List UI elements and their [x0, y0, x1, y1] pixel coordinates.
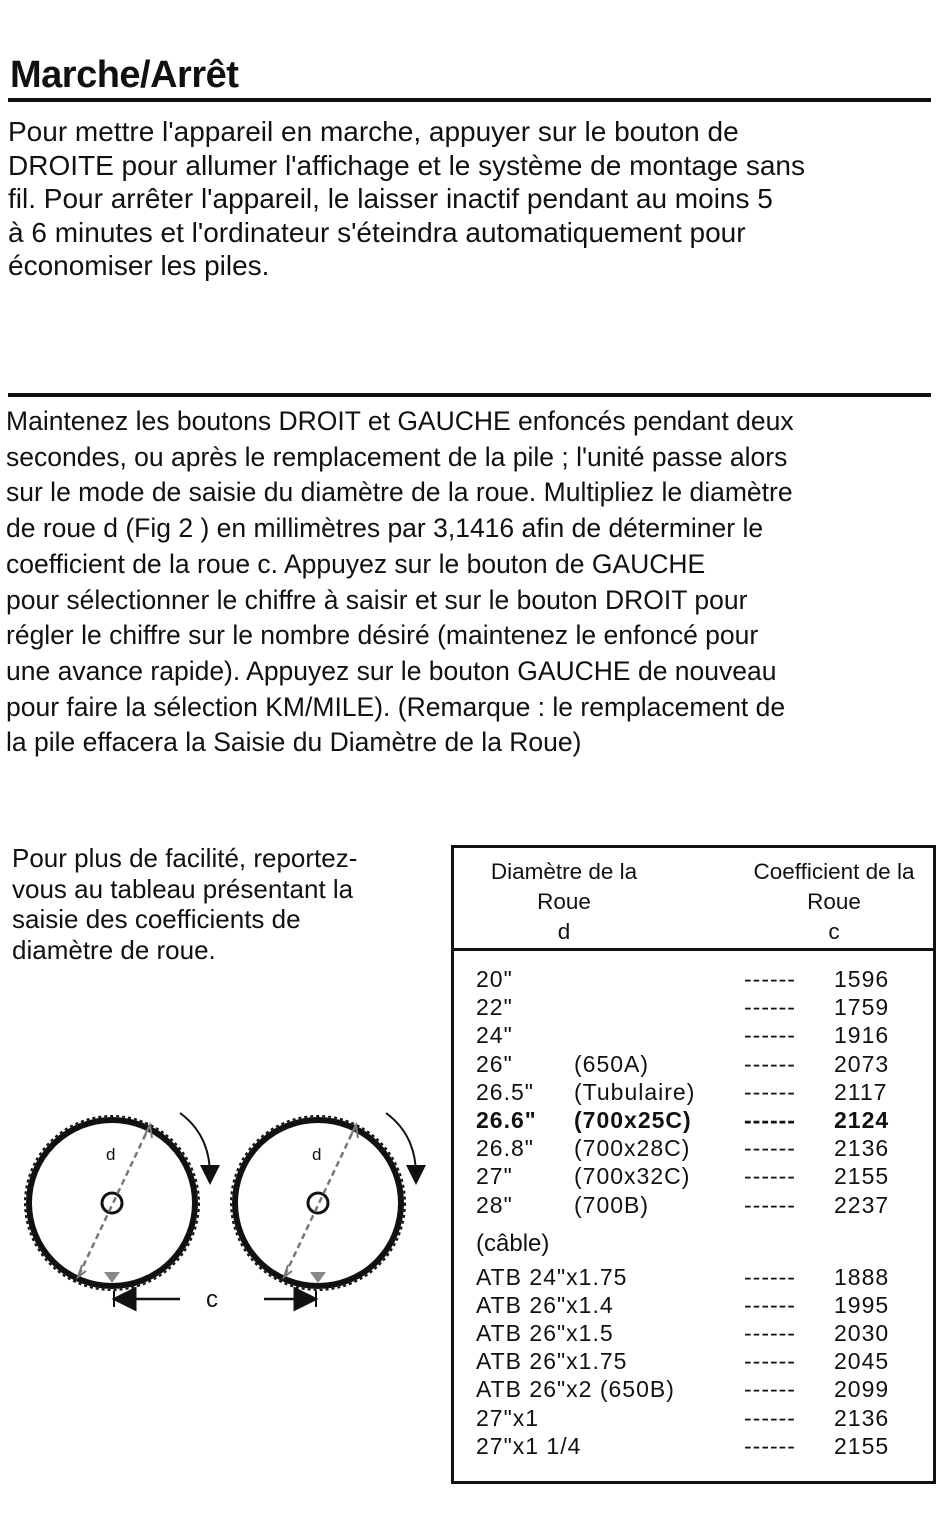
cell-dashes: ------ [744, 1348, 796, 1375]
table-section-label [454, 1220, 933, 1264]
cell-diameter: 26.8" [476, 1135, 534, 1162]
table-row [454, 1376, 933, 1404]
header-diameter-line: d [557, 919, 571, 944]
cell-tire: (700x25C) [574, 1106, 692, 1133]
table-row [454, 1320, 933, 1348]
title-rule [8, 98, 931, 102]
help-line: vous au tableau présentant la [12, 873, 354, 904]
cell-diameter: 27" [476, 1163, 513, 1190]
cell-dashes: ------ [744, 1106, 796, 1133]
intro-paragraph [8, 115, 933, 283]
instructions-line: pour faire la sélection KM/MILE). (Remarque : le remplacement de [6, 691, 786, 722]
table-row [454, 1433, 933, 1461]
intro-line: DROITE pour allumer l'affichage et le système de montage sans [8, 149, 805, 181]
cell-tire: (650A) [574, 1050, 650, 1077]
instructions-line: secondes, ou après le remplacement de la pile ; l'unité passe alors [6, 441, 788, 472]
label-c: c [206, 1286, 218, 1313]
cell-diameter: ATB 24"x1.75 [476, 1263, 628, 1290]
cell-coefficient: 1596 [834, 966, 890, 992]
cell-tire: (700x32C) [574, 1163, 691, 1190]
header-coefficient-line: Coefficient de la [753, 859, 915, 884]
cell-coefficient: 2124 [834, 1106, 890, 1133]
cell-diameter: 27"x1 [476, 1404, 540, 1431]
cell-coefficient: 2237 [834, 1191, 890, 1218]
table-body [454, 966, 933, 1461]
table-row [454, 994, 933, 1022]
table-row [454, 1348, 933, 1376]
cell-dashes: ------ [744, 1291, 796, 1318]
instructions-line: la pile effacera la Saisie du Diamètre de la Roue) [6, 727, 582, 758]
instructions-line: Maintenez les boutons DROIT et GAUCHE enfoncés pendant deux [6, 406, 794, 436]
table-row [454, 1022, 933, 1050]
header-diameter-line: Roue [537, 889, 591, 914]
table-row [454, 1079, 933, 1107]
help-line: diamètre de roue. [12, 934, 216, 965]
cell-dashes: ------ [744, 1163, 796, 1190]
help-text [12, 843, 432, 965]
cell-dashes: ------ [744, 1320, 796, 1347]
section-rule [8, 393, 931, 397]
instructions-line: pour sélectionner le chiffre à saisir et sur le bouton DROIT pour [6, 584, 748, 615]
cell-diameter: 22" [476, 994, 513, 1021]
cell-dashes: ------ [744, 994, 796, 1021]
cell-coefficient: 2099 [834, 1376, 890, 1403]
cell-diameter: 24" [476, 1022, 513, 1049]
cell-diameter: 20" [476, 966, 513, 992]
cell-coefficient: 1916 [834, 1022, 890, 1049]
intro-line: fil. Pour arrêter l'appareil, le laisser inactif pendant au moins 5 [8, 183, 773, 214]
intro-line: à 6 minutes et l'ordinateur s'éteindra automatiquement pour [8, 216, 746, 248]
table-row [454, 1051, 933, 1079]
cell-coefficient: 2073 [834, 1050, 890, 1077]
cell-coefficient: 2136 [834, 1404, 890, 1431]
table-row [454, 1405, 933, 1433]
table-header [454, 848, 933, 951]
cell-tire: (700B) [574, 1191, 650, 1218]
instructions-line: sur le mode de saisie du diamètre de la roue. Multipliez le diamètre [6, 477, 793, 508]
intro-line: économiser les piles. [8, 250, 270, 281]
cell-dashes: ------ [744, 1078, 796, 1105]
cell-diameter: ATB 26"x1.5 [476, 1320, 614, 1347]
table-row [454, 1192, 933, 1220]
label-d-left: d [106, 1145, 116, 1164]
table-row [454, 1292, 933, 1320]
cell-coefficient: 2030 [834, 1320, 890, 1347]
table-row [454, 1135, 933, 1163]
cell-diameter: ATB 26"x2 (650B) [476, 1376, 675, 1403]
header-coefficient-line: Roue [807, 889, 861, 914]
wheel-circumference-figure [20, 1105, 440, 1315]
cell-diameter: 26.6" [476, 1106, 537, 1133]
cell-diameter: 26.5" [476, 1078, 534, 1105]
instructions-line: régler le chiffre sur le nombre désiré (maintenez le enfoncé pour [6, 620, 759, 651]
cell-dashes: ------ [744, 1376, 796, 1403]
cell-coefficient: 1888 [834, 1263, 890, 1290]
intro-line: Pour mettre l'appareil en marche, appuyer sur le bouton de [8, 116, 739, 147]
cell-dashes: ------ [744, 1050, 796, 1077]
table-row [454, 966, 933, 994]
cell-coefficient: 2045 [834, 1348, 890, 1375]
cell-diameter: ATB 26"x1.75 [476, 1348, 628, 1375]
cell-coefficient: 1995 [834, 1291, 890, 1318]
header-coefficient [742, 857, 926, 947]
label-d-right: d [312, 1145, 322, 1164]
cell-dashes: ------ [744, 966, 796, 992]
page-title: Marche/Arrêt [10, 54, 239, 96]
header-coefficient-line: c [828, 919, 840, 944]
cell-tire: (Tubulaire) [574, 1078, 696, 1105]
help-line: Pour plus de facilité, reportez- [12, 843, 358, 873]
table-row [454, 1163, 933, 1191]
cell-coefficient: 2155 [834, 1432, 890, 1459]
cell-coefficient: 2155 [834, 1163, 890, 1190]
left-wheel-icon [25, 1113, 210, 1290]
header-diameter [472, 857, 656, 947]
instructions-paragraph [6, 404, 931, 761]
cell-diameter: ATB 26"x1.4 [476, 1291, 614, 1318]
cell-dashes: ------ [744, 1432, 796, 1459]
cell-dashes: ------ [744, 1135, 796, 1162]
cell-dashes: ------ [744, 1022, 796, 1049]
cell-dashes: ------ [744, 1263, 796, 1290]
table-row [454, 1107, 933, 1135]
cell-coefficient: 2117 [834, 1078, 888, 1105]
instructions-line: de roue d (Fig 2 ) en millimètres par 3,1416 afin de déterminer le [6, 513, 764, 544]
cell-tire: (700x28C) [574, 1135, 691, 1162]
wheel-coefficient-table [451, 845, 936, 1484]
cell-coefficient: 2136 [834, 1135, 890, 1162]
right-wheel-icon [231, 1113, 416, 1290]
instructions-line: coefficient de la roue c. Appuyez sur le bouton de GAUCHE [6, 548, 706, 579]
cell-diameter: 27"x1 1/4 [476, 1432, 582, 1459]
header-diameter-line: Diamètre de la [490, 859, 638, 884]
cell-diameter: 28" [476, 1191, 513, 1218]
cell-diameter: 26" [476, 1050, 513, 1077]
cell-dashes: ------ [744, 1191, 796, 1218]
section-label-text: (câble) [476, 1229, 550, 1257]
instructions-line: une avance rapide). Appuyez sur le bouton GAUCHE de nouveau [6, 655, 777, 686]
cell-coefficient: 1759 [834, 994, 890, 1021]
cell-dashes: ------ [744, 1404, 796, 1431]
help-line: saisie des coefficients de [12, 904, 301, 934]
table-row [454, 1264, 933, 1292]
